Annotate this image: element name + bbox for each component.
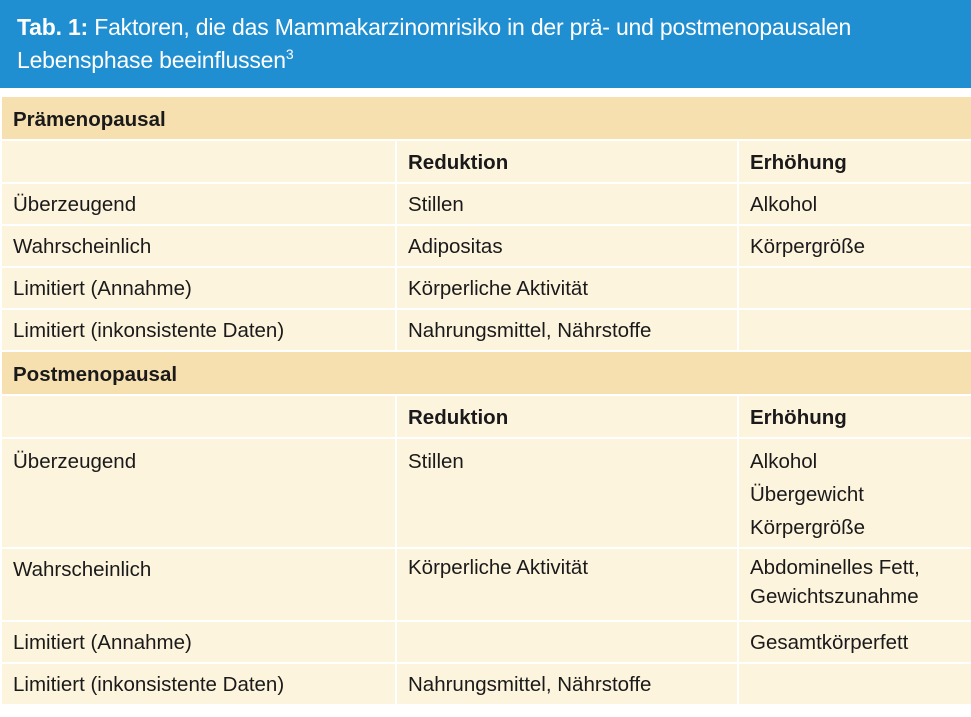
caption-footnote-ref: 3 — [285, 46, 294, 62]
factor-text: Adipositas — [408, 235, 503, 258]
factor-text: Alkohol — [750, 193, 818, 216]
factor-text: Nahrungsmittel, Nährstoffe — [408, 673, 652, 696]
table-caption — [0, 0, 971, 88]
factor-text: Übergewicht — [750, 483, 864, 506]
factor-text: Stillen — [408, 193, 464, 216]
section-title: Prämenopausal — [1, 96, 971, 140]
reduktion-cell — [396, 183, 738, 225]
evidence-level-cell: Limitiert (inkonsistente Daten) — [1, 309, 396, 351]
reduktion-cell — [396, 267, 738, 309]
caption-line-2 — [17, 44, 971, 77]
evidence-level-cell: Limitiert (Annahme) — [1, 621, 396, 663]
divider — [0, 88, 971, 95]
table-row — [1, 225, 971, 267]
erhoehung-cell — [738, 183, 971, 225]
table-row — [1, 548, 971, 621]
column-header-row — [1, 140, 971, 183]
evidence-level-cell: Limitiert (Annahme) — [1, 267, 396, 309]
factor-text: Stillen — [408, 450, 464, 473]
factor-text: Gesamtkörperfett — [750, 631, 909, 654]
erhoehung-cell — [738, 267, 971, 309]
factor-text: Abdominelles Fett, — [750, 556, 920, 579]
factor-text: Körperliche Aktivität — [408, 277, 589, 300]
erhoehung-cell — [738, 309, 971, 351]
column-header-reduktion: Reduktion — [396, 395, 738, 438]
factor-text: Gewichtszunahme — [750, 585, 919, 608]
section-header-row — [1, 351, 971, 395]
evidence-level-cell: Überzeugend — [1, 438, 396, 548]
table-row — [1, 621, 971, 663]
table-row — [1, 309, 971, 351]
evidence-level-cell: Wahrscheinlich — [1, 548, 396, 621]
factor-text: Nahrungsmittel, Nährstoffe — [408, 319, 652, 342]
reduktion-cell — [396, 225, 738, 267]
erhoehung-cell — [738, 548, 971, 621]
factor-text: Körpergröße — [750, 235, 866, 258]
caption-line-1 — [17, 11, 971, 44]
erhoehung-cell — [738, 663, 971, 705]
column-header-erhoehung: Erhöhung — [738, 140, 971, 183]
table-row — [1, 267, 971, 309]
reduktion-cell — [396, 548, 738, 621]
table-row — [1, 438, 971, 548]
caption-title-line1: Faktoren, die das Mammakarzinomrisiko in der prä- und postmenopausalen — [94, 14, 852, 40]
reduktion-cell — [396, 621, 738, 663]
reduktion-cell — [396, 309, 738, 351]
evidence-level-cell: Limitiert (inkonsistente Daten) — [1, 663, 396, 705]
caption-label: Tab. 1: — [17, 14, 89, 40]
erhoehung-cell — [738, 438, 971, 548]
risk-factor-table — [0, 95, 971, 706]
erhoehung-cell — [738, 225, 971, 267]
column-header-reduktion: Reduktion — [396, 140, 738, 183]
factor-text: Körpergröße — [750, 516, 866, 539]
table-row — [1, 663, 971, 705]
column-header-erhoehung: Erhöhung — [738, 395, 971, 438]
column-header-empty — [1, 395, 396, 438]
evidence-level-cell: Wahrscheinlich — [1, 225, 396, 267]
column-header-empty — [1, 140, 396, 183]
table-row — [1, 183, 971, 225]
factor-text: Körperliche Aktivität — [408, 556, 589, 579]
factor-text: Alkohol — [750, 450, 818, 473]
section-header-row — [1, 96, 971, 140]
column-header-row — [1, 395, 971, 438]
caption-title-line2: Lebensphase beeinflussen — [17, 47, 286, 73]
reduktion-cell — [396, 663, 738, 705]
reduktion-cell — [396, 438, 738, 548]
section-title: Postmenopausal — [1, 351, 971, 395]
evidence-level-cell: Überzeugend — [1, 183, 396, 225]
erhoehung-cell — [738, 621, 971, 663]
